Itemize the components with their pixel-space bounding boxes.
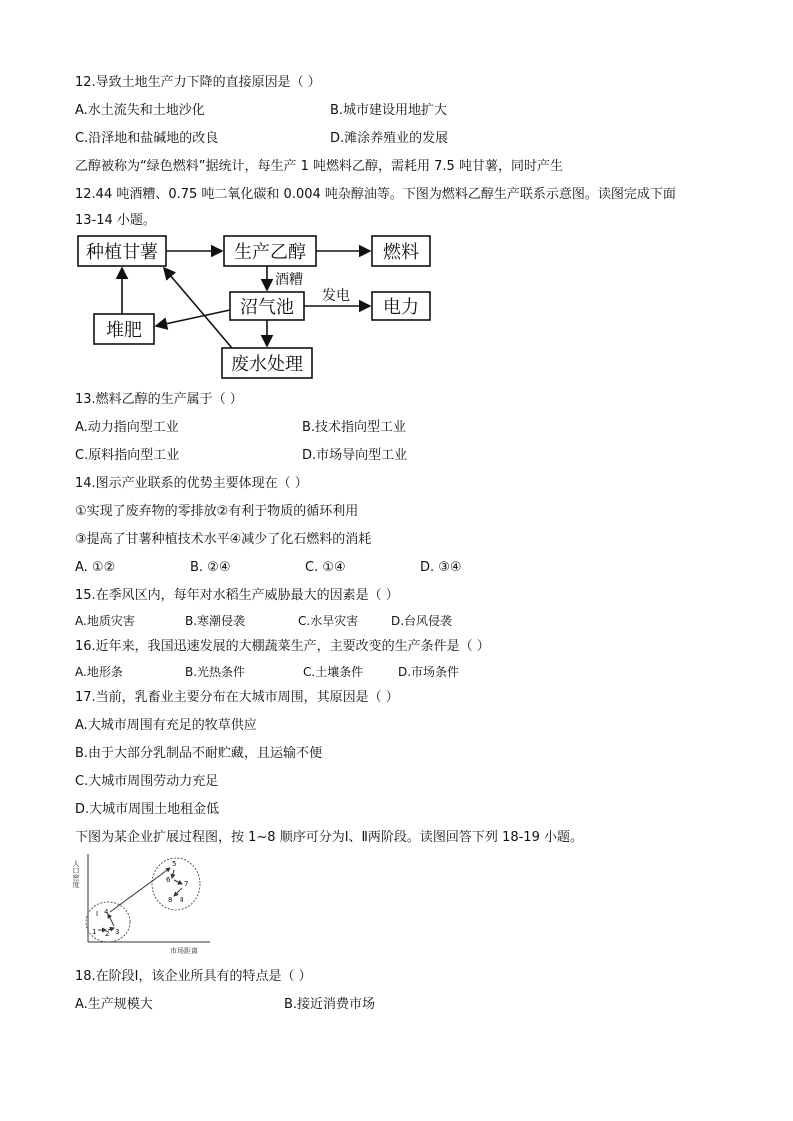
node-power-label: 电力 xyxy=(383,297,419,318)
path-6-7 xyxy=(174,880,182,884)
node-produce-label: 生产乙醇 xyxy=(234,242,306,263)
intro-line-2: 12.44 吨酒糟、0.75 吨二氧化碳和 0.004 吨杂醇油等。下图为燃料乙醇生产联系示意图。读图完成下面 xyxy=(75,187,676,202)
node-biogas-label: 沼气池 xyxy=(240,297,294,318)
path-4-5 xyxy=(110,868,173,912)
q18-stem: 18.在阶段Ⅰ，该企业所具有的特点是（ ） xyxy=(75,969,312,984)
edge-wastewater-plant xyxy=(164,268,232,348)
point-label-2: 2 xyxy=(105,930,110,938)
q16-stem: 16.近年来，我国迅速发展的大棚蔬菜生产，主要改变的生产条件是（ ） xyxy=(75,639,490,654)
q14-option-a: A. ①② xyxy=(75,560,116,575)
q18-option-a: A.生产规模大 xyxy=(75,997,153,1012)
q14-option-c: C. ①④ xyxy=(305,560,346,575)
q13-option-c: C.原料指向型工业 xyxy=(75,448,180,463)
q18-option-b: B.接近消费市场 xyxy=(284,997,376,1012)
q13-option-b: B.技术指向型工业 xyxy=(302,420,407,435)
q13-stem: 13.燃料乙醇的生产属于（ ） xyxy=(75,392,243,407)
point-label-8: 8 xyxy=(168,896,173,904)
expansion-diagram xyxy=(74,850,214,958)
q15-option-d: D.台风侵袭 xyxy=(391,614,453,628)
node-fuel-label: 燃料 xyxy=(383,242,419,263)
point-label-7: 7 xyxy=(184,880,189,888)
q12-stem: 12.导致土地生产力下降的直接原因是（ ） xyxy=(75,75,321,90)
q16-option-b: B.光热条件 xyxy=(185,665,246,679)
node-plant-label: 种植甘薯 xyxy=(86,242,158,263)
intro-line-3: 13-14 小题。 xyxy=(75,213,156,228)
edge-label-distillers: 酒糟 xyxy=(275,272,303,288)
q16-option-d: D.市场条件 xyxy=(398,665,460,679)
q16-option-c: C.土壤条件 xyxy=(303,665,364,679)
x-axis-label: 市场距离 xyxy=(170,947,198,955)
q14-option-b: B. ②④ xyxy=(190,560,231,575)
flow-diagram xyxy=(72,228,442,380)
path-7-8 xyxy=(174,888,182,896)
intro-line-1: 乙醇被称为“绿色燃料”据统计，每生产 1 吨燃料乙醇，需耗用 7.5 吨甘薯，同时产生 xyxy=(75,159,563,174)
q17-option-d: D.大城市周围土地租金低 xyxy=(75,802,220,817)
stage-2-label: Ⅱ xyxy=(180,896,184,904)
q12-option-a: A.水土流失和土地沙化 xyxy=(75,103,205,118)
q13-option-d: D.市场导向型工业 xyxy=(302,448,408,463)
node-wastewater-label: 废水处理 xyxy=(231,354,303,375)
q13-option-a: A.动力指向型工业 xyxy=(75,420,179,435)
q17-option-b: B.由于大部分乳制品不耐贮藏，且运输不便 xyxy=(75,746,323,761)
q17-stem: 17.当前，乳畜业主要分布在大城市周围，其原因是（ ） xyxy=(75,690,399,705)
q14-option-d: D. ③④ xyxy=(420,560,462,575)
point-label-6: 6 xyxy=(166,876,171,884)
q15-option-c: C.水旱灾害 xyxy=(298,614,359,628)
q12-option-d: D.滩涂养殖业的发展 xyxy=(330,131,449,146)
q15-option-a: A.地质灾害 xyxy=(75,614,135,628)
q12-option-b: B.城市建设用地扩大 xyxy=(330,103,448,118)
q15-option-b: B.寒潮侵袭 xyxy=(185,614,246,628)
y-axis-label: 人口密度 xyxy=(72,860,80,888)
q14-stem: 14.图示产业联系的优势主要体现在（ ） xyxy=(75,476,308,491)
point-label-5: 5 xyxy=(172,860,177,868)
point-label-4: 4 xyxy=(104,908,109,916)
q17-option-c: C.大城市周围劳动力充足 xyxy=(75,774,219,789)
q14-statement-line-2: ③提高了甘薯种植技术水平④减少了化石燃料的消耗 xyxy=(75,532,372,547)
q12-option-c: C.沿泽地和盐碱地的改良 xyxy=(75,131,219,146)
q17-option-a: A.大城市周围有充足的牧草供应 xyxy=(75,718,257,733)
path-3-4 xyxy=(108,914,114,926)
q16-option-a: A.地形条 xyxy=(75,665,123,679)
q14-statement-line-1: ①实现了废弃物的零排放②有利于物质的循环利用 xyxy=(75,504,359,519)
node-compost-label: 堆肥 xyxy=(106,320,142,341)
intro2-line: 下图为某企业扩展过程图，按 1~8 顺序可分为Ⅰ、Ⅱ两阶段。读图回答下列 18-19 小题。 xyxy=(75,830,583,845)
q15-stem: 15.在季风区内，每年对水稻生产威胁最大的因素是（ ） xyxy=(75,588,399,603)
edge-label-generate: 发电 xyxy=(322,288,350,304)
edge-biogas-compost xyxy=(156,310,230,326)
stage-1-label: Ⅰ xyxy=(96,910,99,918)
point-label-1: 1 xyxy=(92,928,97,936)
path-5-6 xyxy=(172,870,174,878)
point-label-3: 3 xyxy=(115,928,120,936)
